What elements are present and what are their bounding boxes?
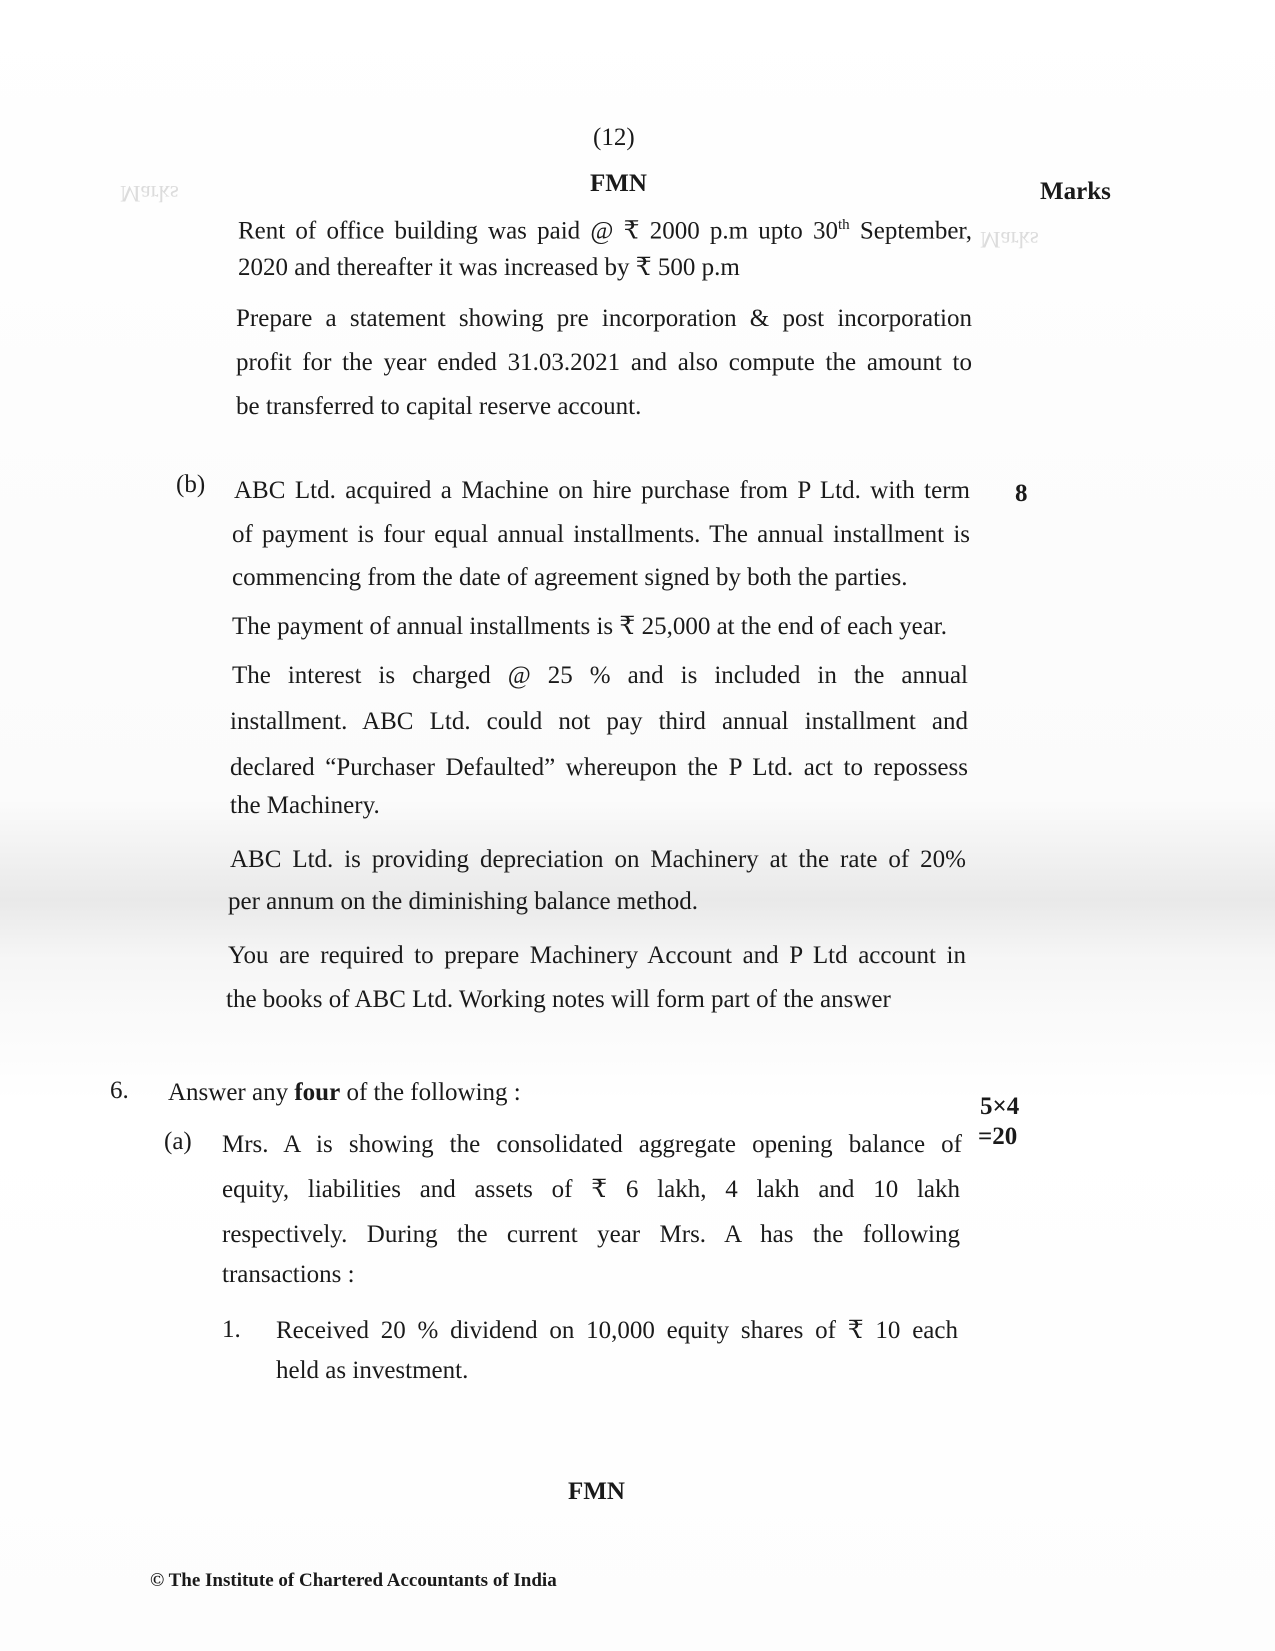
- question-part-label: (a): [164, 1128, 192, 1155]
- bleed-through-text: Marks: [120, 181, 179, 206]
- bleed-through-text: Marks: [980, 227, 1039, 252]
- paragraph-line: the books of ABC Ltd. Working notes will form part of the answer: [226, 986, 891, 1013]
- paragraph-line: ABC Ltd. acquired a Machine on hire purchase from P Ltd. with term: [234, 477, 970, 504]
- intro-text: Answer any: [168, 1079, 295, 1106]
- page-number: (12): [593, 124, 635, 151]
- superscript-th: th: [837, 217, 850, 233]
- list-item-line: Received 20 % dividend on 10,000 equity shares of ₹ 10 each: [276, 1317, 958, 1344]
- paragraph-line: You are required to prepare Machinery Account and P Ltd account in: [228, 942, 966, 969]
- paragraph-line: transactions :: [222, 1261, 355, 1288]
- question-part-label: (b): [176, 471, 206, 498]
- paragraph-line: the Machinery.: [230, 792, 380, 819]
- paragraph-line: installment. ABC Ltd. could not pay third annual installment and: [230, 708, 968, 735]
- paragraph-line: 2020 and thereafter it was increased by ₹ 500 p.m: [238, 254, 740, 281]
- question-intro: [168, 1078, 521, 1108]
- marks-value: 8: [1015, 480, 1028, 507]
- intro-emphasis: four: [294, 1079, 341, 1106]
- paper-code-footer: FMN: [568, 1478, 625, 1505]
- paragraph-line: profit for the year ended 31.03.2021 and also compute the amount to: [236, 349, 972, 376]
- paper-code-header: FMN: [590, 170, 647, 197]
- paragraph-line: equity, liabilities and assets of ₹ 6 lakh, 4 lakh and 10 lakh: [222, 1176, 960, 1203]
- paragraph-line: respectively. During the current year Mrs. A has the following: [222, 1221, 960, 1248]
- marks-value: =20: [978, 1123, 1018, 1150]
- question-number: 6.: [110, 1077, 129, 1104]
- paragraph-line: The payment of annual installments is ₹ 25,000 at the end of each year.: [232, 613, 948, 640]
- paragraph-line: Prepare a statement showing pre incorporation & post incorporation: [236, 305, 972, 332]
- list-item-number: 1.: [222, 1316, 241, 1343]
- copyright-notice: © The Institute of Chartered Accountants of India: [150, 1570, 557, 1591]
- rent-line-suffix: September,: [849, 217, 972, 245]
- paragraph-line: Mrs. A is showing the consolidated aggregate opening balance of: [222, 1131, 962, 1158]
- marks-value: 5×4: [980, 1093, 1020, 1120]
- intro-text: of the following :: [340, 1079, 521, 1106]
- paragraph-line: commencing from the date of agreement signed by both the parties.: [232, 564, 908, 591]
- paragraph-line: ABC Ltd. is providing depreciation on Machinery at the rate of 20%: [230, 846, 966, 873]
- paragraph-line: per annum on the diminishing balance method.: [228, 888, 699, 915]
- paragraph-line: [238, 210, 972, 246]
- paragraph-line: The interest is charged @ 25 % and is included in the annual: [232, 662, 968, 689]
- rent-line-prefix: Rent of office building was paid @ ₹ 2000 p.m upto 30: [238, 217, 838, 245]
- paragraph-line: declared “Purchaser Defaulted” whereupon the P Ltd. act to repossess: [230, 754, 968, 781]
- paragraph-line: of payment is four equal annual installments. The annual installment is: [232, 521, 970, 548]
- marks-column-heading: Marks: [1040, 178, 1111, 205]
- paragraph-line: be transferred to capital reserve account.: [236, 393, 642, 420]
- list-item-line: held as investment.: [276, 1357, 469, 1384]
